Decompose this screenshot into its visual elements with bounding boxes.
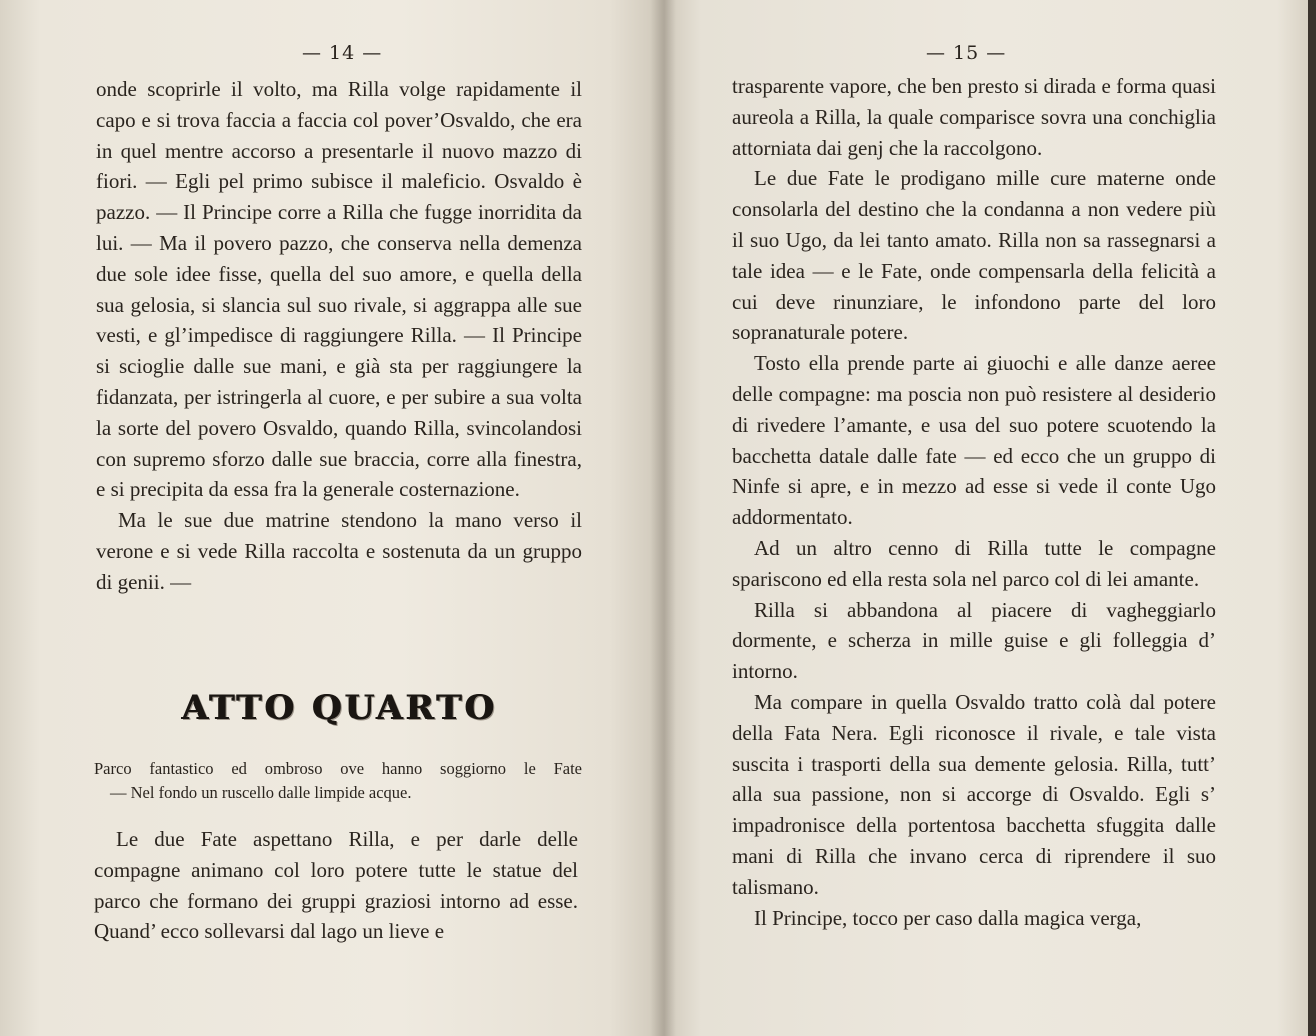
page-edge <box>1308 0 1316 1036</box>
paragraph: Ma compare in quella Osvaldo tratto colà dal potere della Fata Nera. Egli riconosce il rivale, e tale vista suscita i trasporti della sua demente gelosia. Rilla, tutt’ alla sua passione, non si accorge di Osvaldo. Egli s’ impadronisce della portentosa bacchetta sfuggita dalle mani di Rilla che invano cerca di riprendere il suo talismano. <box>732 689 1216 899</box>
right-body-text <box>732 71 1216 933</box>
paragraph: Il Principe, tocco per caso dalla magica verga, <box>754 905 1142 930</box>
scene-line: — Nel fondo un ruscello dalle limpide acque. <box>110 783 412 802</box>
paragraph: Le due Fate aspettano Rilla, e per darle delle compagne animano col loro potere tutte le statue del parco che formano dei gruppi graziosi intorno ad esse. Quand’ ecco sollevarsi dal lago un lieve e <box>94 827 578 944</box>
right-page <box>662 0 1316 1036</box>
act-body-text <box>94 824 578 947</box>
act-title: ATTO QUARTO <box>182 688 498 728</box>
paragraph: onde scoprirle il volto, ma Rilla volge rapidamente il capo e si trova faccia a faccia col pover’Osvaldo, che era in quel mentre accorso a presentarle il nuovo mazzo di fiori. — Egli pel primo subisce il maleficio. Osvaldo è pazzo. — Il Principe corre a Rilla che fugge inorridita da lui. — Ma il povero pazzo, che conserva nella demenza due sole idee fisse, quella del suo amore, e quella della sua gelosia, si slancia sul suo rivale, si aggrappa alle sue vesti, e gl’impedisce di raggiungere Rilla. — Il Principe si scioglie dalle sue mani, e già sta per raggiungere la fidanzata, per istringerla al cuore, e per subire a sua volta la sorte del povero Osvaldo, quando Rilla, svincolandosi con supremo sforzo dalle sue braccia, corre alla finestra, e si precipita da essa fra la generale costernazione. <box>96 77 582 502</box>
paragraph: Tosto ella prende parte ai giuochi e alle danze aeree delle compagne: ma poscia non può resistere al desiderio di rivedere l’amante, e usa del suo potere scuotendo la bacchetta datale dalle fate — ed ecco che un gruppo di Ninfe si apre, e in mezzo ad esse si vede il conte Ugo addormentato. <box>732 351 1216 530</box>
page-number-right: — 15 — <box>926 42 1007 64</box>
paragraph: trasparente vapore, che ben presto si dirada e forma quasi aureola a Rilla, la quale comparisce sovra una conchiglia attorniata dai genj che la raccolgono. <box>732 74 1216 160</box>
paragraph: Rilla si abbandona al piacere di vagheggiarlo dormente, e scherza in mille guise e gli folleggia d’ intorno. <box>732 597 1216 684</box>
left-body-text <box>96 74 582 598</box>
paragraph: Ad un altro cenno di Rilla tutte le compagne spariscono ed ella resta sola nel parco col di lei amante. <box>732 535 1216 591</box>
scene-line: Parco fantastico ed ombroso ove hanno soggiorno le Fate <box>94 759 582 778</box>
scene-description <box>94 757 582 805</box>
page-number-left: — 14 — <box>302 42 383 64</box>
book-gutter <box>650 0 676 1036</box>
paragraph: Ma le sue due matrine stendono la mano verso il verone e si vede Rilla raccolta e sostenuta da un gruppo di genii. — <box>96 508 582 594</box>
paragraph: Le due Fate le prodigano mille cure materne onde consolarla del destino che la condanna a non vedere più il suo Ugo, da lei tanto amato. Rilla non sa rassegnarsi a tale idea — e le Fate, onde compensarla della felicità a cui deve rinunziare, le infondono parte del loro sopranaturale potere. <box>732 166 1216 345</box>
